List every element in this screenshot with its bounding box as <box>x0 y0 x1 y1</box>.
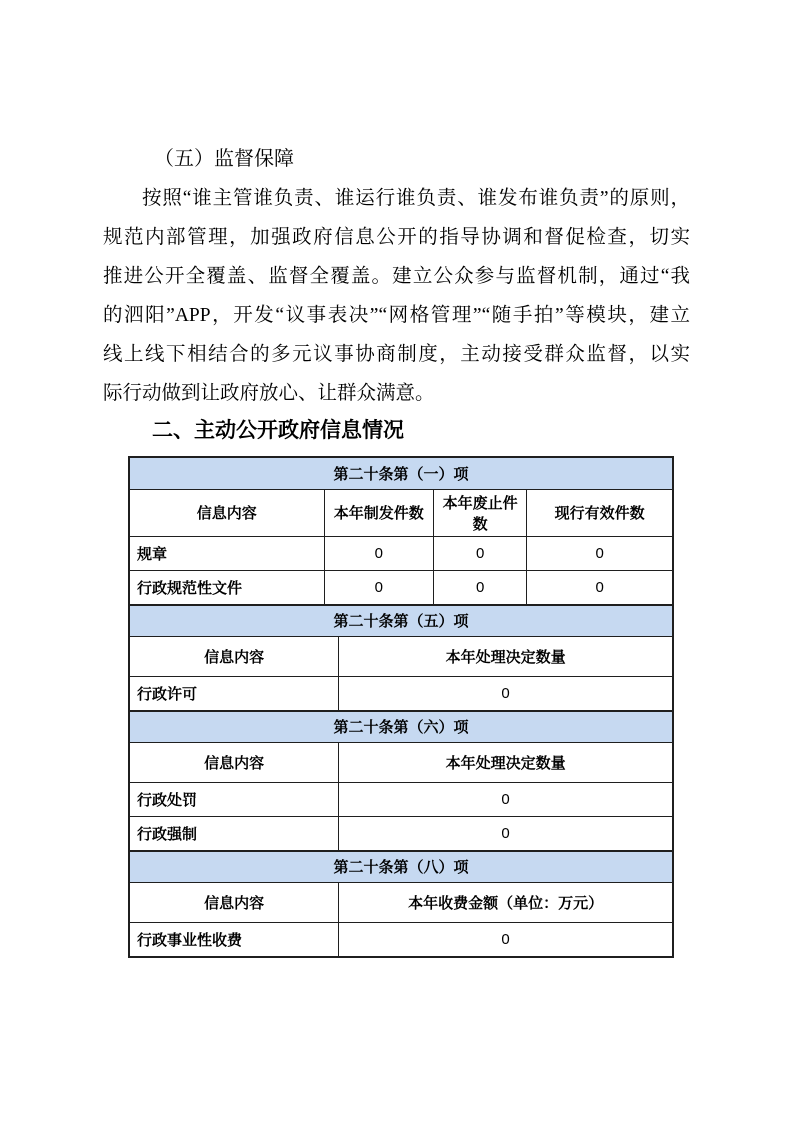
row-label: 行政规范性文件 <box>130 570 324 604</box>
paragraph-line: 推进公开全覆盖、监督全覆盖。建立公众参与监督机制，通过“我 <box>103 266 690 287</box>
paragraph-line: 规范内部管理，加强政府信息公开的指导协调和督促检查，切实 <box>103 227 690 248</box>
table-row <box>130 676 672 710</box>
table-section-title: 第二十条第（五）项 <box>130 605 672 636</box>
table-row <box>130 636 672 676</box>
main-heading: 二、主动公开政府信息情况 <box>152 419 404 442</box>
cell-value: 0 <box>339 676 672 710</box>
paragraph-line: 际行动做到让政府放心、让群众满意。 <box>103 383 435 404</box>
column-header: 本年处理决定数量 <box>339 742 672 782</box>
cell-value: 0 <box>434 570 527 604</box>
column-header: 现行有效件数 <box>527 489 672 536</box>
row-label: 行政处罚 <box>130 782 339 816</box>
paragraph-line: 线上线下相结合的多元议事协商制度，主动接受群众监督，以实 <box>103 344 690 365</box>
table-section-title: 第二十条第（一）项 <box>130 458 672 489</box>
row-label: 行政强制 <box>130 816 339 850</box>
column-header: 信息内容 <box>130 636 339 676</box>
column-header: 本年处理决定数量 <box>339 636 672 676</box>
cell-value: 0 <box>339 816 672 850</box>
table-article20-item6 <box>130 711 672 851</box>
table-row <box>130 605 672 636</box>
cell-value: 0 <box>527 536 672 570</box>
cell-value: 0 <box>339 782 672 816</box>
table-row <box>130 922 672 956</box>
table-row <box>130 882 672 922</box>
column-header: 本年收费金额（单位：万元） <box>339 882 672 922</box>
table-row <box>130 570 672 604</box>
cell-value: 0 <box>527 570 672 604</box>
column-header: 信息内容 <box>130 742 339 782</box>
section-heading: （五）监督保障 <box>154 148 294 170</box>
cell-value: 0 <box>434 536 527 570</box>
info-disclosure-tables <box>128 456 674 958</box>
table-article20-item5 <box>130 605 672 711</box>
column-header: 信息内容 <box>130 489 324 536</box>
body-paragraph <box>103 179 690 413</box>
paragraph-line: 按照“谁主管谁负责、谁运行谁负责、谁发布谁负责”的原则， <box>142 188 690 209</box>
row-label: 规章 <box>130 536 324 570</box>
table-row <box>130 489 672 536</box>
table-article20-item8 <box>130 851 672 957</box>
table-row <box>130 816 672 850</box>
table-row <box>130 742 672 782</box>
row-label: 行政许可 <box>130 676 339 710</box>
column-header: 本年废止件数 <box>434 489 527 536</box>
column-header: 信息内容 <box>130 882 339 922</box>
column-header: 本年制发件数 <box>324 489 433 536</box>
table-section-title: 第二十条第（八）项 <box>130 851 672 882</box>
table-row <box>130 851 672 882</box>
row-label: 行政事业性收费 <box>130 922 339 956</box>
table-section-title: 第二十条第（六）项 <box>130 711 672 742</box>
cell-value: 0 <box>339 922 672 956</box>
table-row <box>130 458 672 489</box>
cell-value: 0 <box>324 570 433 604</box>
table-row <box>130 711 672 742</box>
table-article20-item1 <box>130 458 672 605</box>
table-row <box>130 782 672 816</box>
table-row <box>130 536 672 570</box>
paragraph-line: 的泗阳”APP，开发“议事表决”“网格管理”“随手拍”等模块，建立 <box>103 305 690 326</box>
cell-value: 0 <box>324 536 433 570</box>
